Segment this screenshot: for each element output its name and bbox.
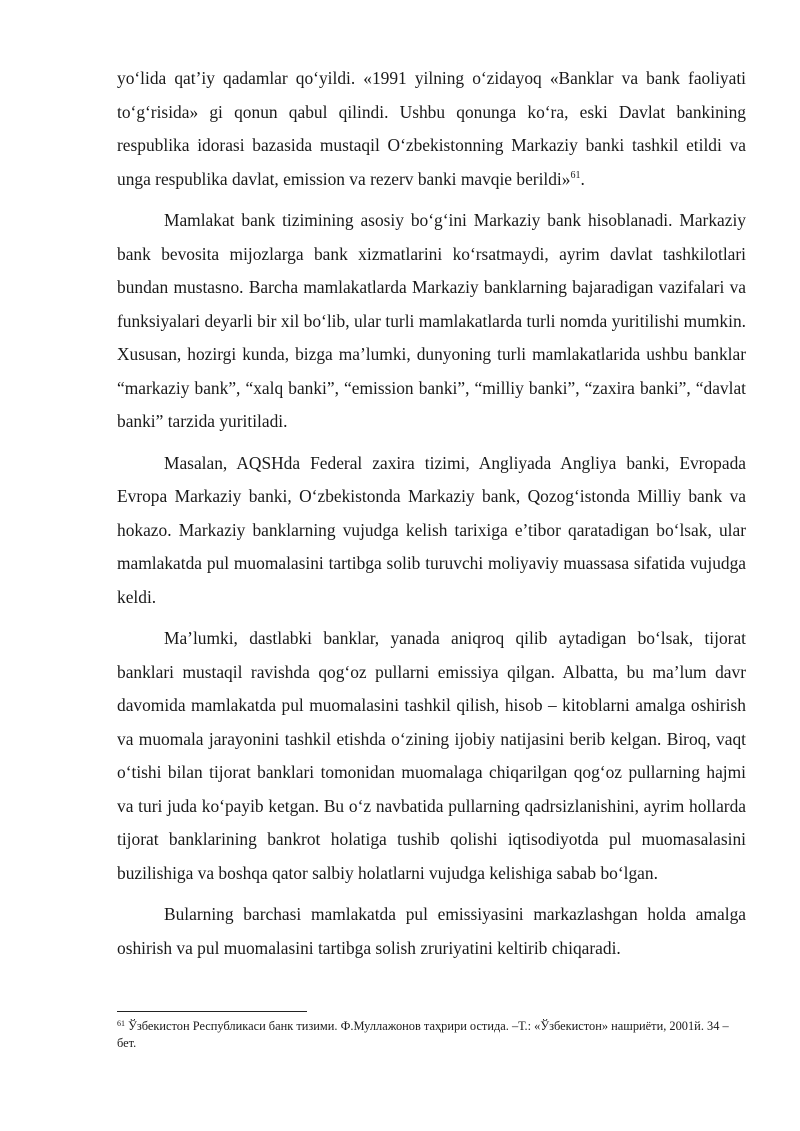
footnote bbox=[117, 1018, 746, 1052]
footnote-reference[interactable]: 61 bbox=[570, 169, 581, 181]
footnote-separator bbox=[117, 1011, 307, 1012]
paragraph-4: Ma’lumki, dastlabki banklar, yanada aniqroq qilib aytadigan bo‘lsak, tijorat banklari mustaqil ravishda qog‘oz pullarni emissiya qilgan. Albatta, bu ma’lum davr davomida mamlakatda pul muomalasini tashkil qilish, hisob – kitoblarni amalga oshirish va muomala jarayonini tashkil etishda o‘zining ijobiy natijasini berib kelgan. Biroq, vaqt o‘tishi bilan tijorat banklari tomonidan muomalaga chiqarilgan qog‘oz pullarning hajmi va turi juda ko‘payib ketgan. Bu o‘z navbatida pullarning qadrsizlanishini, ayrim hollarda tijorat banklarining bankrot holatiga tushib qolishi iqtisodiyotda pul muomasalasini buzilishiga va boshqa qator salbiy holatlarni vujudga kelishiga sabab bo‘lgan. bbox=[117, 628, 746, 883]
document-page bbox=[117, 62, 746, 965]
footnote-number: 61 bbox=[117, 1019, 125, 1028]
paragraph-5: Bularning barchasi mamlakatda pul emissiyasini markazlashgan holda amalga oshirish va pul muomalasini tartibga solish zruriyatini keltirib chiqaradi. bbox=[117, 904, 746, 958]
paragraph-3: Masalan, AQSHda Federal zaxira tizimi, Angliyada Angliya banki, Evropada Evropa Markaziy banki, O‘zbekistonda Markaziy bank, Qozog‘istonda Milliy bank va hokazo. Markaziy banklarning vujudga kelish tarixiga e’tibor qaratadigan bo‘lsak, ular mamlakatda pul muomalasini tartibga solib turuvchi moliyaviy muassasa sifatida vujudga keldi. bbox=[117, 452, 746, 607]
paragraph-1 bbox=[117, 62, 746, 196]
paragraph-2: Mamlakat bank tizimining asosiy bo‘g‘ini Markaziy bank hisoblanadi. Markaziy bank bevosita mijozlarga bank xizmatlarini ko‘rsatmaydi, ayrim davlat tashkilotlari bundan mustasno. Barcha mamlakatlarda Markaziy banklarning bajaradigan vazifalari va funksiyalari deyarli bir xil bo‘lib, ular turli mamlakatlarda turli nomda yuritilishi mumkin. Xususan, hozirgi kunda, bizga ma’lumki, dunyoning turli mamlakatlarida ushbu banklar “markaziy bank”, “xalq banki”, “emission banki”, “milliy banki”, “zaxira banki”, “davlat banki” tarzida yuritiladi. bbox=[117, 210, 746, 431]
footnote-text: Ўзбекистон Республикаси банк тизими. Ф.Муллажонов таҳрири остида. –Т.: «Ўзбекистон» нашриёти, 2001й. 34 – бет. bbox=[117, 1019, 729, 1050]
paragraph-1-text: yo‘lida qat’iy qadamlar qo‘yildi. «1991 yilning o‘zidayoq «Banklar va bank faoliyati to‘g‘risida» gi qonun qabul qilindi. Ushbu qonunga ko‘ra, eski Davlat bankining respublika idorasi bazasida mustaqil O‘zbekistonning Markaziy banki tashkil etildi va unga respublika davlat, emission va rezerv banki mavqie berildi» bbox=[117, 68, 746, 189]
paragraph-1-tail: . bbox=[580, 168, 585, 189]
